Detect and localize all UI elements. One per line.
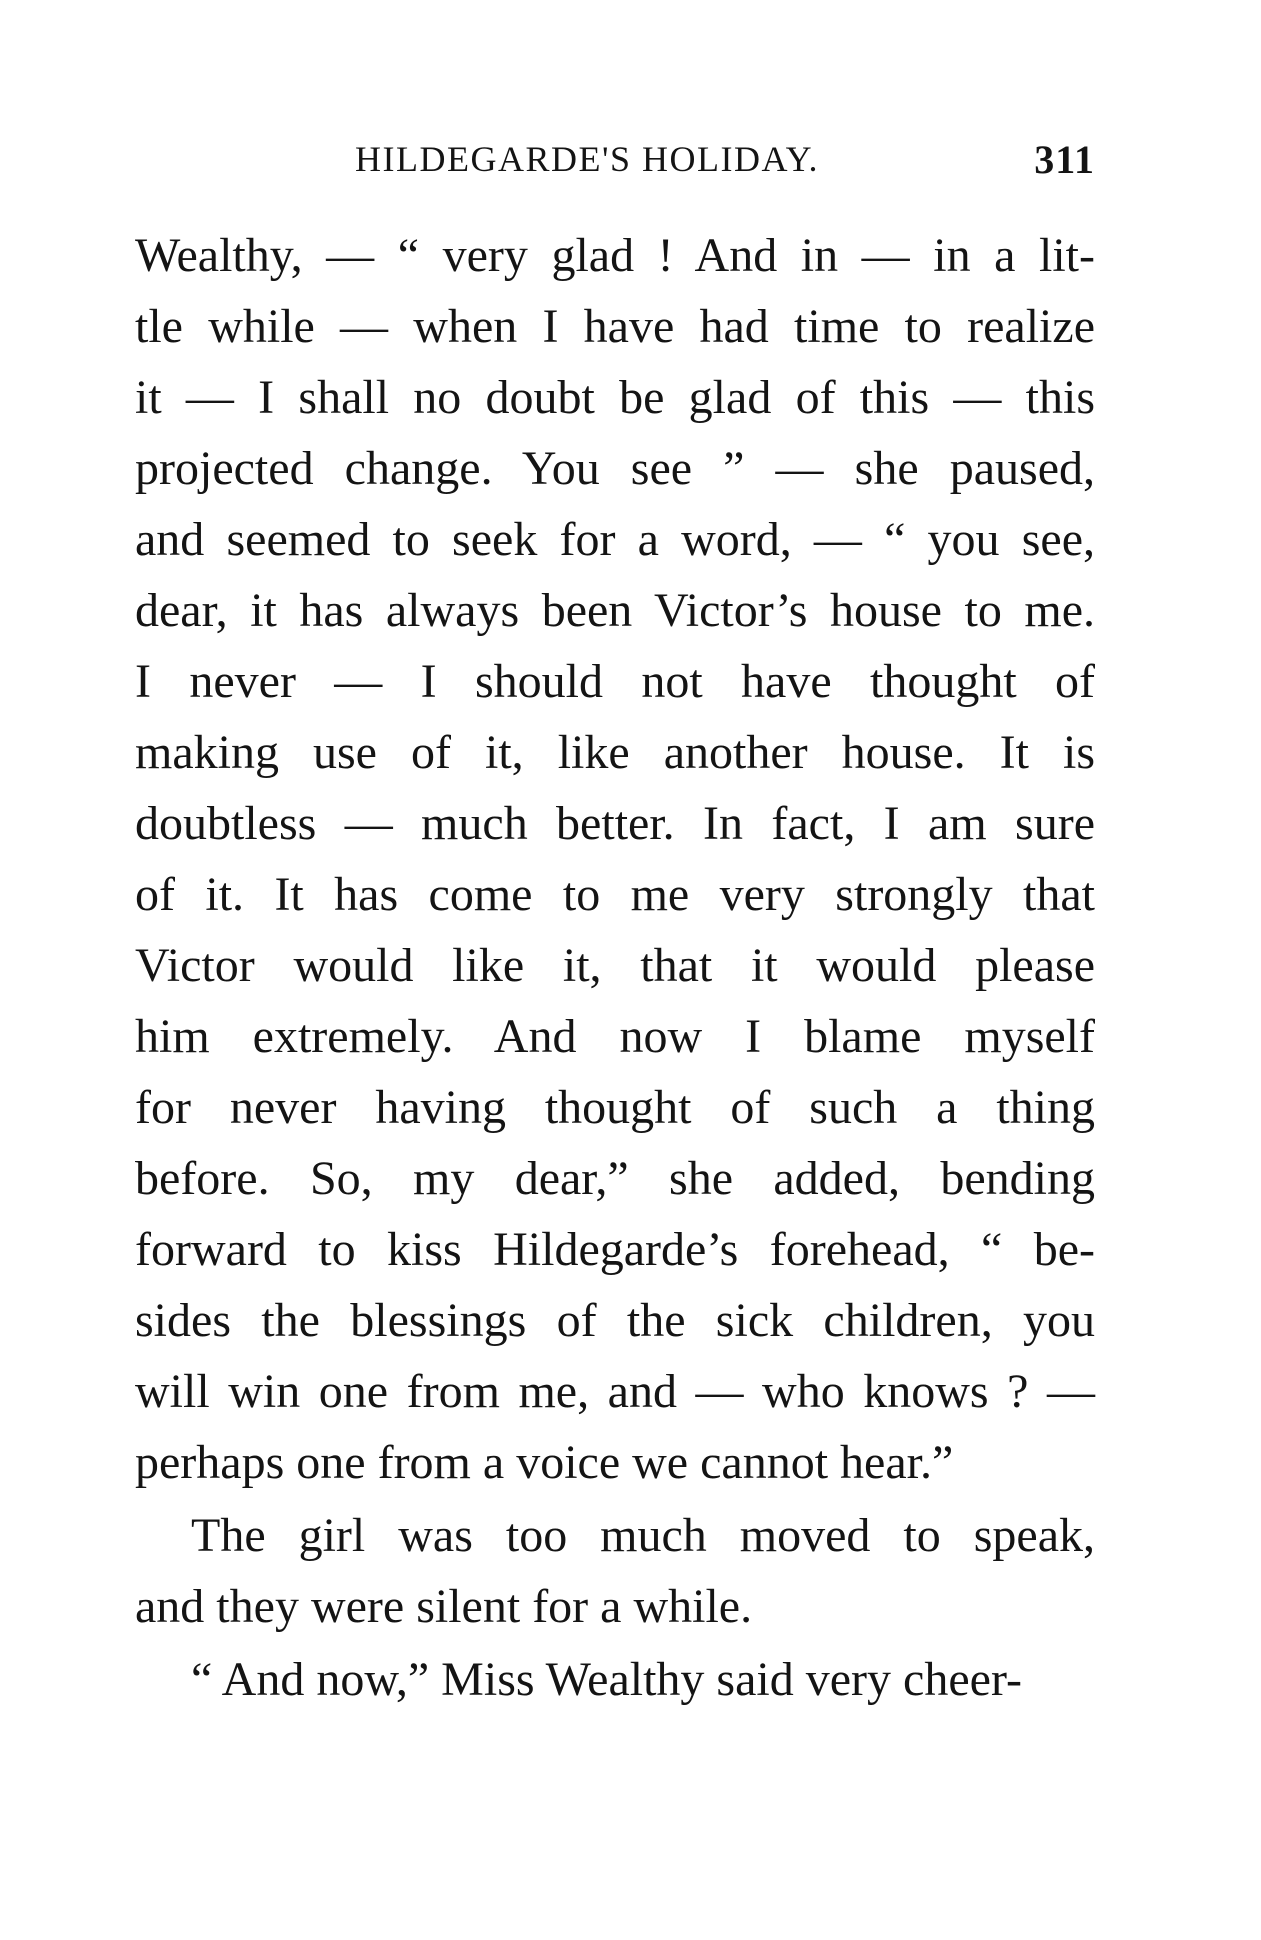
text-line: doubtless — much better. In fact, I am sure [135, 797, 1095, 850]
running-head [355, 138, 1095, 188]
text-line: and seemed to seek for a word, — “ you see, [135, 513, 1095, 566]
text-line: of it. It has come to me very strongly that [135, 868, 1095, 921]
text-line: and they were silent for a while. [135, 1580, 753, 1633]
text-line: will win one from me, and — who knows ? — [135, 1365, 1095, 1418]
text-line: I never — I should not have thought of [135, 655, 1095, 708]
text-line: forward to kiss Hildegarde’s forehead, “ be- [135, 1223, 1095, 1276]
text-line: perhaps one from a voice we cannot hear.” [135, 1436, 954, 1489]
text-line: “ And now,” Miss Wealthy said very cheer- [191, 1653, 1022, 1706]
page-number: 311 [1034, 137, 1095, 182]
text-line: it — I shall no doubt be glad of this — this [135, 371, 1095, 424]
paragraph [135, 220, 1095, 1498]
paragraph [135, 1644, 1095, 1715]
text-line: sides the blessings of the sick children, you [135, 1294, 1095, 1347]
text-line: The girl was too much moved to speak, [191, 1509, 1095, 1562]
text-line: for never having thought of such a thing [135, 1081, 1095, 1134]
text-line: Victor would like it, that it would please [135, 939, 1095, 992]
running-title: HILDEGARDE'S HOLIDAY. [355, 139, 819, 179]
text-line: tle while — when I have had time to realize [135, 300, 1095, 353]
text-line: projected change. You see ” — she paused, [135, 442, 1095, 495]
text-line: before. So, my dear,” she added, bending [135, 1152, 1095, 1205]
text-line: making use of it, like another house. It is [135, 726, 1095, 779]
text-line: dear, it has always been Victor’s house to me. [135, 584, 1095, 637]
text-line: him extremely. And now I blame myself [135, 1010, 1095, 1063]
text-line: Wealthy, — “ very glad ! And in — in a lit- [135, 229, 1095, 282]
paragraph [135, 1500, 1095, 1642]
body-text [135, 220, 1095, 1715]
